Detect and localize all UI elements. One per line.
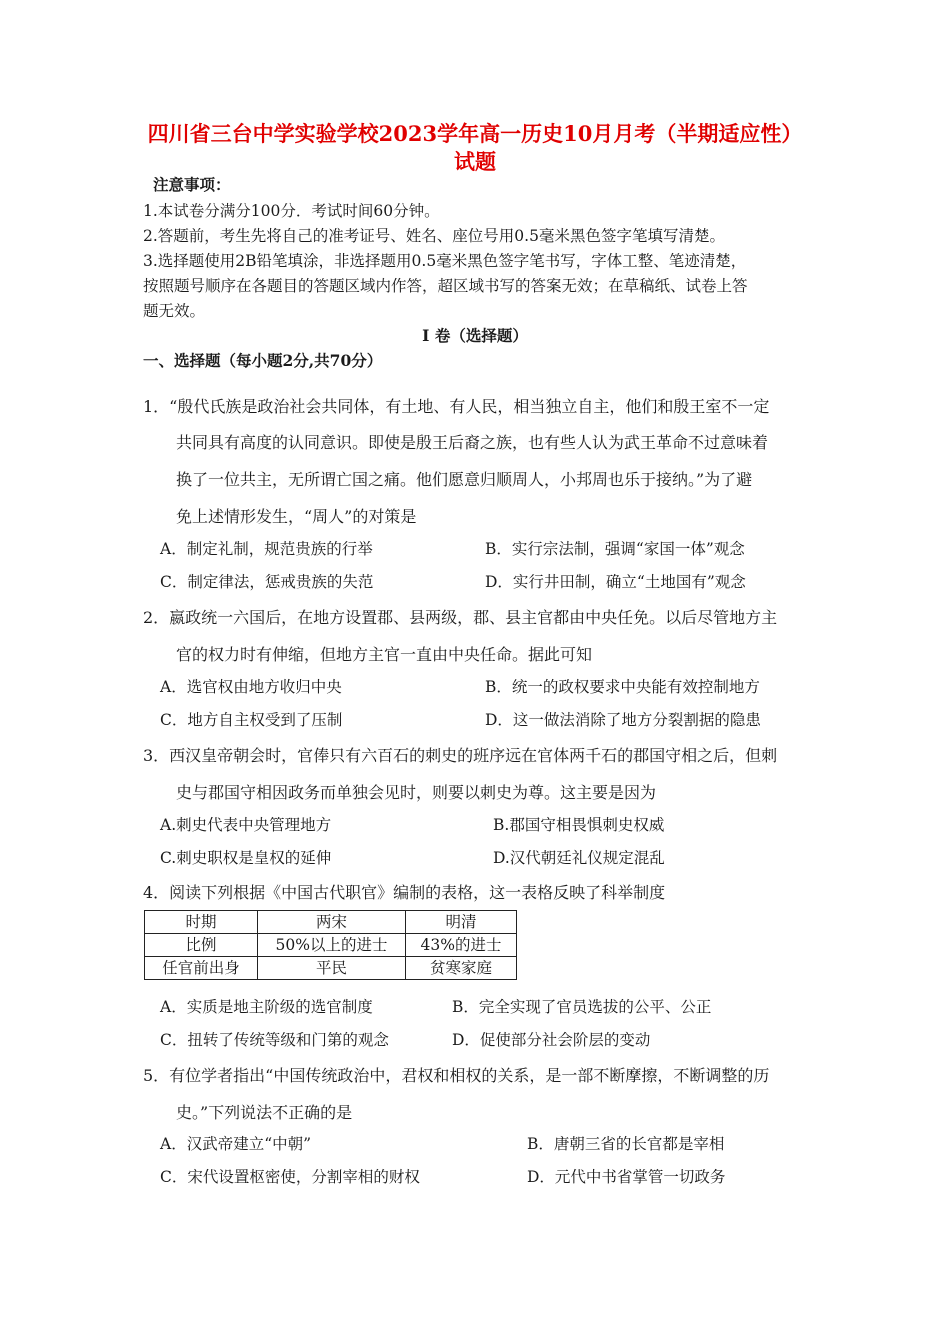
question-line: 史与郡国守相因政务而单独会见时，则要以刺史为尊。这主要是因为 bbox=[176, 783, 657, 802]
page-title: 四川省三台中学实验学校2023学年高一历史10月月考（半期适应性）试题 bbox=[147, 121, 803, 174]
data-table bbox=[144, 910, 517, 980]
table-row bbox=[145, 934, 517, 957]
option-d: D．实行井田制，确立“土地国有”观念 bbox=[485, 573, 746, 591]
table-cell: 贫寒家庭 bbox=[406, 957, 517, 980]
option-d: D．这一做法消除了地方分裂割据的隐患 bbox=[485, 711, 761, 729]
table-cell: 比例 bbox=[145, 934, 258, 957]
table-row bbox=[145, 957, 517, 980]
question-line: 5．有位学者指出“中国传统政治中，君权和相权的关系，是一部不断摩擦，不断调整的历 bbox=[143, 1066, 770, 1085]
note-item: 3.选择题使用2B铅笔填涂，非选择题用0.5毫米黑色签字笔书写，字体工整、笔迹清楚， bbox=[143, 252, 747, 270]
table-cell: 平民 bbox=[258, 957, 406, 980]
option-c: C．宋代设置枢密使，分割宰相的财权 bbox=[160, 1168, 420, 1186]
note-item: 1.本试卷分满分100分．考试时间60分钟。 bbox=[143, 202, 440, 220]
table-cell: 明清 bbox=[406, 911, 517, 934]
option-d: D.汉代朝廷礼仪规定混乱 bbox=[493, 849, 665, 867]
table-cell: 43%的进士 bbox=[406, 934, 517, 957]
table-cell: 任官前出身 bbox=[145, 957, 258, 980]
option-a: A.刺史代表中央管理地方 bbox=[160, 816, 332, 834]
option-a: A．汉武帝建立“中朝” bbox=[160, 1135, 312, 1153]
part-title: 一、选择题（每小题2分,共70分） bbox=[143, 351, 383, 370]
table-row bbox=[145, 911, 517, 934]
note-item: 按照题号顺序在各题目的答题区域内作答，超区域书写的答案无效；在草稿纸、试卷上答 bbox=[143, 277, 748, 295]
question-line: 2．嬴政统一六国后，在地方设置郡、县两级，郡、县主官都由中央任免。以后尽管地方主 bbox=[143, 608, 778, 627]
option-a: A．实质是地主阶级的选官制度 bbox=[160, 998, 373, 1016]
option-a: A．制定礼制，规范贵族的行举 bbox=[160, 540, 373, 558]
option-d: D．促使部分社会阶层的变动 bbox=[452, 1031, 651, 1049]
question-line: 3．西汉皇帝朝会时，官俸只有六百石的刺史的班序远在官体两千石的郡国守相之后，但刺 bbox=[143, 746, 778, 765]
table-cell: 两宋 bbox=[258, 911, 406, 934]
option-a: A．选官权由地方收归中央 bbox=[160, 678, 342, 696]
option-c: C．地方自主权受到了压制 bbox=[160, 711, 343, 729]
question-line: 1．“殷代氏族是政治社会共同体，有土地、有人民，相当独立自主，他们和殷王室不一定 bbox=[143, 397, 770, 416]
table-cell: 50%以上的进士 bbox=[258, 934, 406, 957]
option-b: B．唐朝三省的长官都是宰相 bbox=[527, 1135, 725, 1153]
section-title: Ⅰ 卷（选择题） bbox=[422, 326, 528, 345]
option-b: B.郡国守相畏惧刺史权威 bbox=[493, 816, 665, 834]
option-b: B．完全实现了官员选拔的公平、公正 bbox=[452, 998, 712, 1016]
question-line: 4．阅读下列根据《中国古代职官》编制的表格，这一表格反映了科举制度 bbox=[143, 883, 666, 902]
question-line: 官的权力时有伸缩，但地方主官一直由中央任命。据此可知 bbox=[176, 645, 593, 664]
option-c: C．扭转了传统等级和门第的观念 bbox=[160, 1031, 389, 1049]
question-line: 史。”下列说法不正确的是 bbox=[176, 1103, 353, 1122]
question-line: 换了一位共主，无所谓亡国之痛。他们愿意归顺周人，小邦周也乐于接纳。”为了避 bbox=[176, 470, 753, 489]
note-item: 2.答题前，考生先将自己的准考证号、姓名、座位号用0.5毫米黑色签字笔填写清楚。 bbox=[143, 227, 725, 245]
note-item: 题无效。 bbox=[143, 302, 206, 320]
option-d: D．元代中书省掌管一切政务 bbox=[527, 1168, 726, 1186]
option-b: B．统一的政权要求中央能有效控制地方 bbox=[485, 678, 760, 696]
table-cell: 时期 bbox=[145, 911, 258, 934]
option-b: B．实行宗法制，强调“家国一体”观念 bbox=[485, 540, 745, 558]
question-line: 免上述情形发生，“周人”的对策是 bbox=[176, 507, 417, 526]
option-c: C．制定律法，惩戒贵族的失范 bbox=[160, 573, 374, 591]
option-c: C.刺史职权是皇权的延伸 bbox=[160, 849, 332, 867]
notes-heading: 注意事项： bbox=[153, 175, 231, 194]
question-line: 共同具有高度的认同意识。即使是殷王后裔之族，也有些人认为武王革命不过意味着 bbox=[176, 433, 769, 452]
